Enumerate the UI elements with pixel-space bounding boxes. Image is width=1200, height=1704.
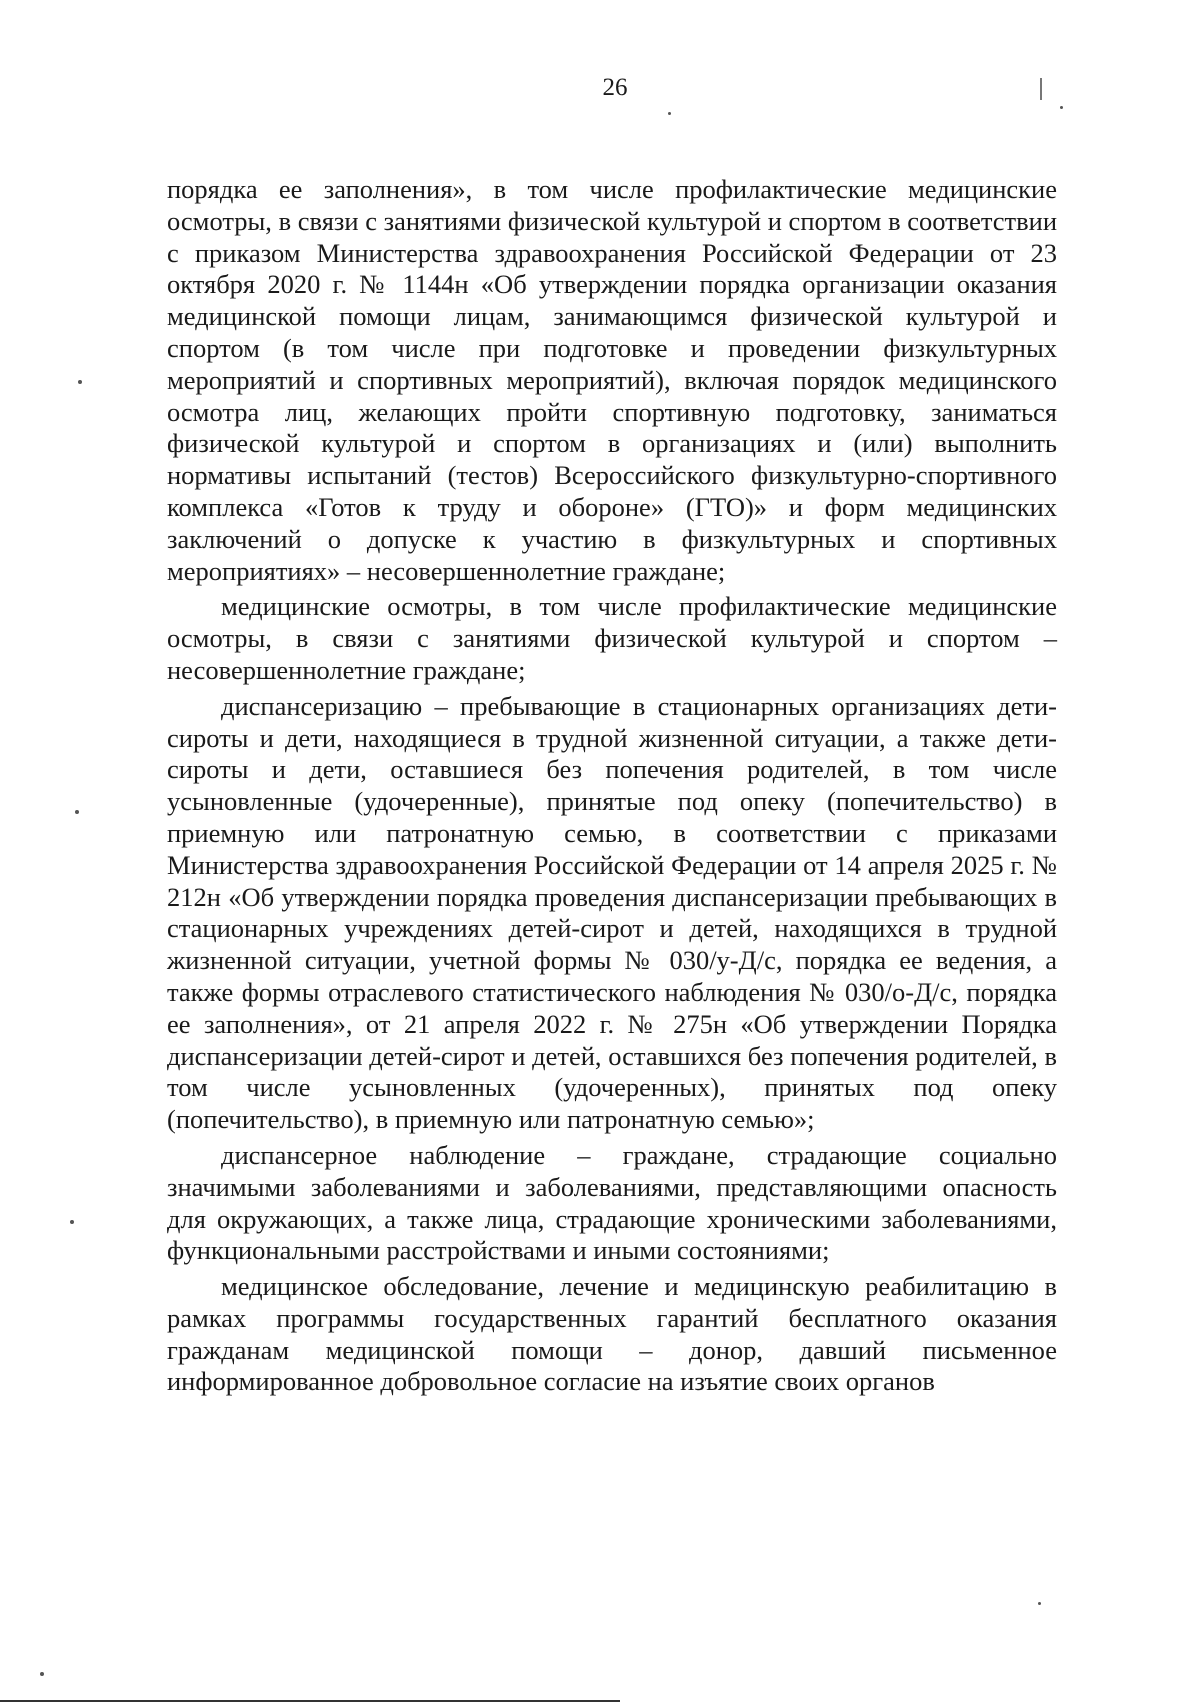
scan-speck (40, 1672, 44, 1676)
document-body (167, 174, 1057, 1398)
scan-speck (1060, 106, 1063, 109)
paragraph-donor-examination: медицинское обследование, лечение и медицинскую реабилитацию в рамках программы государственных гарантий бесплатного оказания гражданам медицинской помощи – донор, давший письменное информированное добровольное согласие на изъятие своих органов (167, 1271, 1057, 1397)
scan-speck (1040, 78, 1042, 100)
scan-edge-line (0, 1700, 620, 1702)
paragraph-continuation: порядка ее заполнения», в том числе профилактические медицинские осмотры, в связи с занятиями физической культурой и спортом в соответствии с приказом Министерства здравоохранения Российской Федерации от 23 октября 2020 г. № 1144н «Об утверждении порядка организации оказания медицинской помощи лицам, занимающимся физической культурой и спортом (в том числе при подготовке и проведении физкультурных мероприятий и спортивных мероприятий), включая порядок медицинского осмотра лиц, желающих пройти спортивную подготовку, заниматься физической культурой и спортом в организациях и (или) выполнить нормативы испытаний (тестов) Всероссийского физкультурно-спортивного комплекса «Готов к труду и обороне» (ГТО)» и форм медицинских заключений о допуске к участию в физкультурных и спортивных мероприятиях» – несовершеннолетние граждане; (167, 174, 1057, 586)
scan-speck (75, 810, 79, 814)
paragraph-dispensarization: диспансеризацию – пребывающие в стационарных организациях дети-сироты и дети, находящиеся в трудной жизненной ситуации, а также дети-сироты и дети, оставшиеся без попечения родителей, в том числе усыновленные (удочеренные), принятые под опеку (попечительство) в приемную или патронатную семью, в соответствии с приказами Министерства здравоохранения Российской Федерации от 14 апреля 2025 г. № 212н «Об утверждении порядка проведения диспансеризации пребывающих в стационарных учреждениях детей-сирот и детей, находящихся в трудной жизненной ситуации, учетной формы № 030/у-Д/с, порядка ее ведения, а также формы отраслевого статистического наблюдения № 030/о-Д/с, порядка ее заполнения», от 21 апреля 2022 г. № 275н «Об утверждении Порядка диспансеризации детей-сирот и детей, оставшихся без попечения родителей, в том числе усыновленных (удочеренных), принятых под опеку (попечительство), в приемную или патронатную семью»; (167, 690, 1057, 1135)
paragraph-dispensary-observation: диспансерное наблюдение – граждане, страдающие социально значимыми заболеваниями и заболеваниями, представляющими опасность для окружающих, а также лица, страдающие хроническими заболеваниями, функциональными расстройствами и иными состояниями; (167, 1139, 1057, 1266)
scan-speck (1038, 1602, 1041, 1605)
paragraph-medical-exams: медицинские осмотры, в том числе профилактические медицинские осмотры, в связи с занятиями физической культурой и спортом – несовершеннолетние граждане; (167, 591, 1057, 685)
scan-speck (668, 112, 671, 115)
scan-speck (78, 380, 82, 384)
scan-speck (70, 1220, 74, 1224)
page-number: 26 (602, 74, 628, 101)
